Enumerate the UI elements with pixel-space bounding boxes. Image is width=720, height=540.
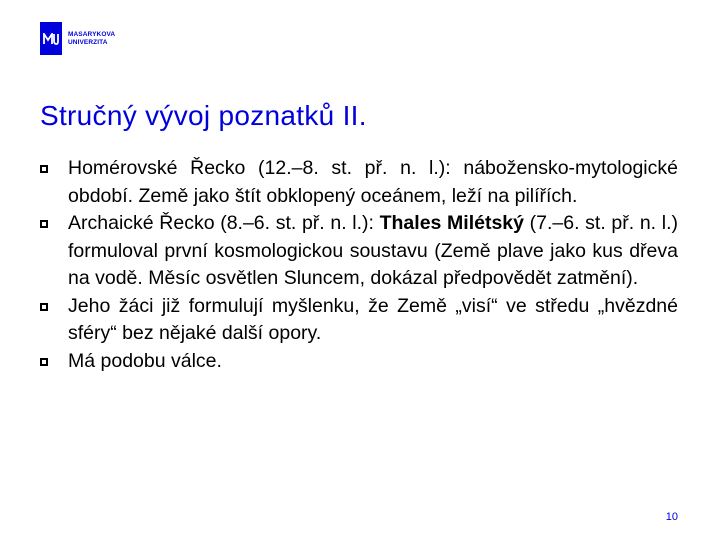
page-number: 10 bbox=[665, 511, 678, 523]
bullet-text: Jeho žáci již formulují myšlenku, že Země „visí“ ve středu „hvězdné sféry“ bez nějaké další opory. bbox=[68, 294, 678, 344]
bullet-text-before: Archaické Řecko (8.–6. st. př. n. l.): bbox=[68, 212, 380, 234]
slide-title: Stručný vývoj poznatků II. bbox=[40, 100, 367, 131]
bullet-text: Má podobu válce. bbox=[68, 349, 222, 372]
square-bullet-icon bbox=[40, 358, 48, 366]
bullet-item bbox=[40, 293, 678, 348]
bullet-bold-name: Thales Milétský bbox=[379, 212, 524, 234]
logo-line-2: UNIVERZITA bbox=[68, 38, 108, 46]
logo-text bbox=[68, 31, 115, 47]
bullet-list bbox=[40, 155, 678, 375]
square-bullet-icon bbox=[40, 165, 48, 173]
square-bullet-icon bbox=[40, 220, 48, 228]
bullet-text: Homérovské Řecko (12.–8. st. př. n. l.): nábožensko-mytologické období. Země jako štít obklopený oceánem, leží na pilířích. bbox=[68, 157, 678, 207]
logo-line-1: MASARYKOVA bbox=[68, 30, 116, 38]
bullet-text-after: (7.–6. st. př. n. l.) formuloval první kosmologickou soustavu (Země plave jako kus dřeva na vodě. Měsíc osvětlen Sluncem, dokázal předpovědět zatmění). bbox=[68, 212, 678, 289]
muni-logo-icon bbox=[40, 22, 62, 55]
bullet-item bbox=[40, 348, 678, 376]
bullet-item bbox=[40, 210, 678, 293]
square-bullet-icon bbox=[40, 303, 48, 311]
university-logo bbox=[40, 22, 115, 55]
bullet-item bbox=[40, 155, 678, 210]
